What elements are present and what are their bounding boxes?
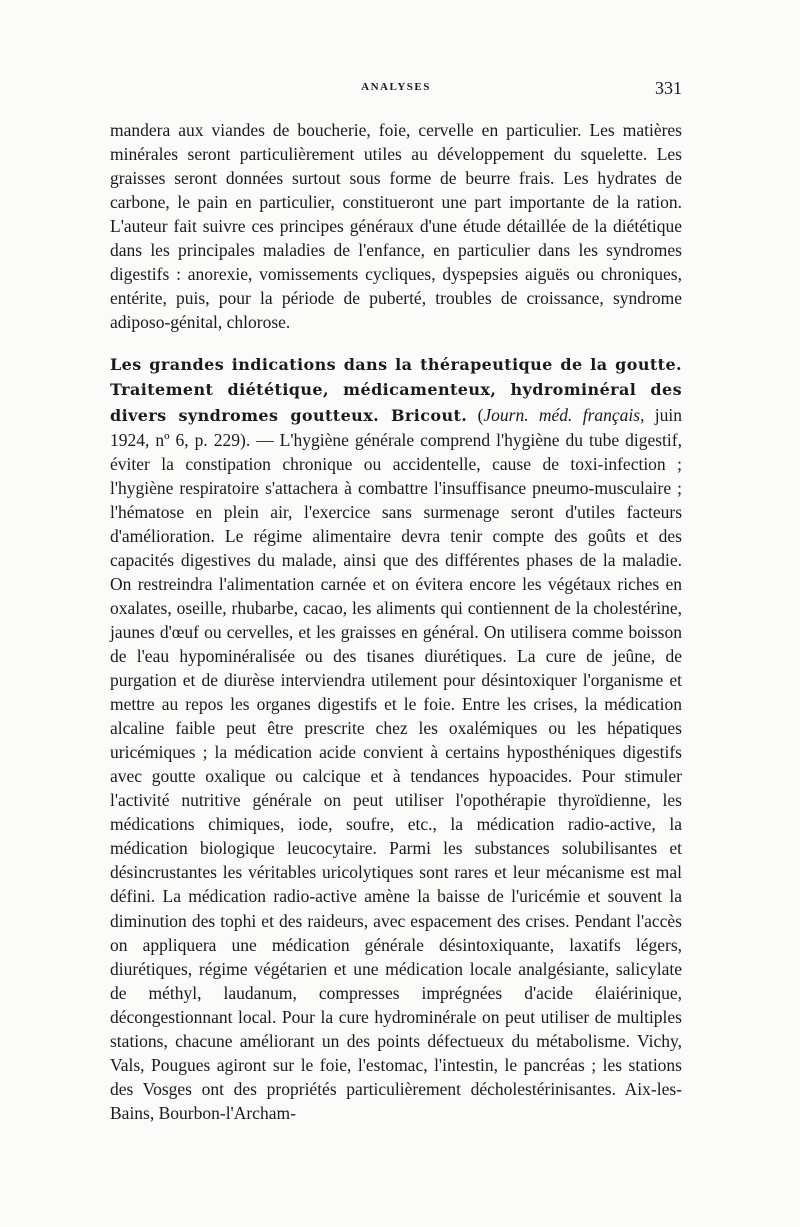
citation: , juin 1924, nº 6, p. 229). (110, 404, 682, 450)
article-paragraph (110, 352, 682, 1125)
article-body: — L'hygiène générale comprend l'hygiène du tube digestif, éviter la constipation chronique ou accidentelle, cause de toxi-infection ; l'hygiène respiratoire s'attachera à combattre l'insuffisance pneumo-musculaire ; l'hématose en plein air, l'exercice sans surmenage seront d'utiles facteurs d'amélioration. Le régime alimentaire devra tenir compte des goûts et des capacités digestives du malade, ainsi que des différentes phases de la maladie. On restreindra l'alimentation carnée et on évitera encore les végétaux riches en oxalates, oseille, rhubarbe, cacao, les aliments qui contiennent de la cholestérine, jaunes d'œuf ou cervelles, et les graisses en général. On utilisera comme boisson de l'eau hypominéralisée ou des tisanes diurétiques. La cure de jeûne, de purgation et de diurèse interviendra utilement pour désintoxiquer l'organisme et mettre au repos les organes digestifs et le foie. Entre les crises, la médication alcaline faible peut être prescrite chez les oxalémiques ou les hépatiques uricémiques ; la médication acide convient à certains hyposthéniques digestifs avec goutte oxalique ou calcique et à tendances hypoacides. Pour stimuler l'activité nutritive générale on peut utiliser l'opothérapie thyroïdienne, les médications chimiques, iode, soufre, etc., la médication radio-active, la médication biologique leucocytaire. Parmi les substances solubilisantes et désincrustantes les véritables uricolytiques sont rares et leur mécanisme est mal défini. La médication radio-active amène la baisse de l'uricémie et souvent la diminution des tophi et des raideurs, avec espacement des crises. Pendant l'accès on appliquera une médication générale désintoxiquante, laxatifs légers, diurétiques, régime végétarien et une médication locale analgésiante, salicylate de méthyl, laudanum, compresses imprégnées d'acide élaiérinique, décongestionnant local. Pour la cure hydrominérale on peut utiliser de multiples stations, chacune améliorant un des points défectueux du métabolisme. Vichy, Vals, Pougues agiront sur le foie, l'estomac, l'intestin, le pancréas ; les stations des Vosges ont des propriétés particulièrement décholestérinisantes. Aix-les-Bains, Bourbon-l'Archam- (110, 429, 682, 1123)
running-head: ANALYSES (361, 81, 431, 93)
article-title: Les grandes indications dans la thérapeutique de la goutte. Traitement diététique, médicamenteux, hydrominéral des divers syndromes goutteux. Bricout. (110, 355, 682, 425)
journal-name: Journ. méd. français (483, 404, 641, 425)
source-open: ( (477, 404, 484, 425)
intro-paragraph-text: mandera aux viandes de boucherie, foie, cervelle en particulier. Les matières minérales seront particulièrement utiles au développement du squelette. Les graisses seront données surtout sous forme de beurre frais. Les hydrates de carbone, le pain en particulier, constitueront une part importante de la ration. L'auteur fait suivre ces principes généraux d'une étude détaillée de la diététique dans les principales maladies de l'enfance, en particulier dans les syndromes digestifs : anorexie, vomissements cycliques, dyspepsies aiguës ou chroniques, entérite, puis, pour la période de puberté, troubles de croissance, syndrome adiposo-génital, chlorose. (110, 120, 682, 333)
page-body (110, 118, 682, 1125)
page-number: 331 (655, 78, 682, 98)
page-header (110, 78, 682, 98)
intro-paragraph (110, 118, 682, 334)
article-entry (110, 352, 682, 1125)
